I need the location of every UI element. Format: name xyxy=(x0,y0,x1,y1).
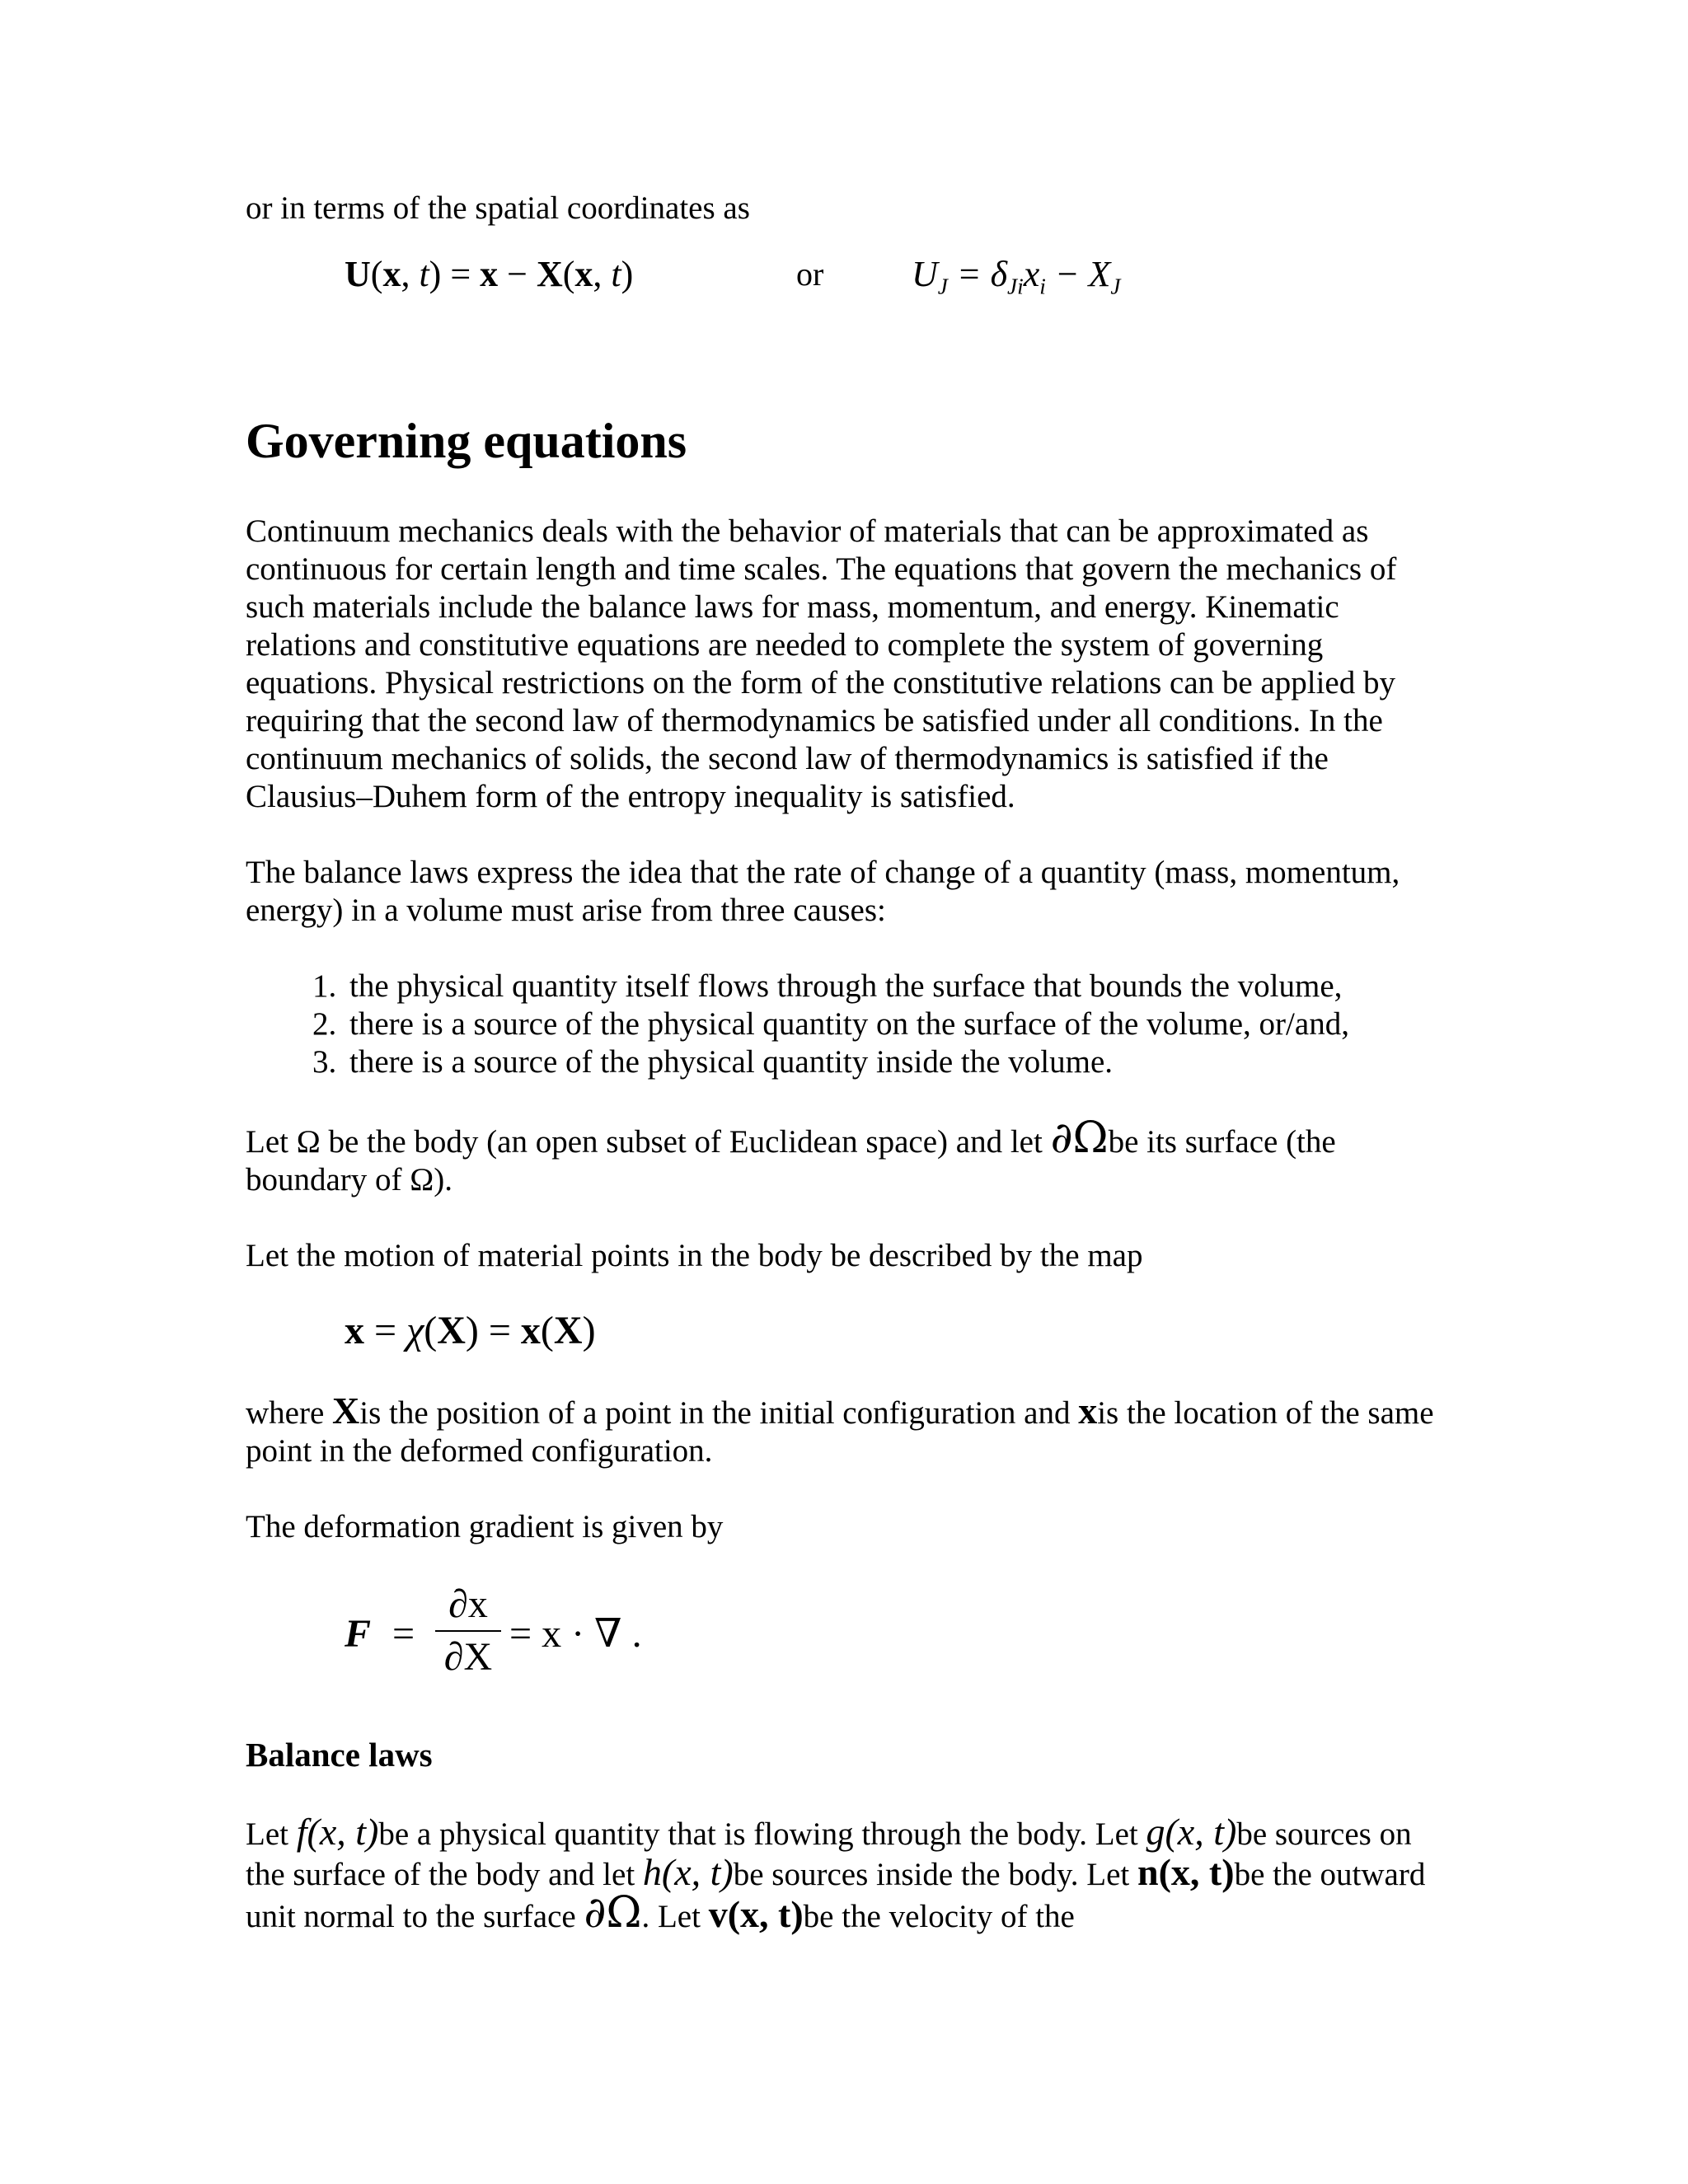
balance-text-part: be sources inside the body. Let xyxy=(733,1857,1138,1892)
balance-text-part: be the outward unit normal to the surface xyxy=(246,1857,1426,1934)
displacement-eq-lhs: U(x, t) = x − X(x, t) xyxy=(345,254,634,294)
displacement-eq-or: or xyxy=(796,255,824,293)
deformed-position-symbol: x xyxy=(1078,1390,1098,1432)
displacement-eq-rhs: $U_J = \delta_{Ji}x_i - X_J$ xyxy=(912,254,1121,299)
deformation-gradient-equation xyxy=(345,1579,1441,1703)
unit-normal-n: n(x, t) xyxy=(1137,1851,1235,1893)
motion-text: Let the motion of material points in the body be described by the map xyxy=(246,1238,1143,1273)
gradient-eq-numerator: ∂x xyxy=(435,1579,501,1632)
gradient-eq-denominator: ∂X xyxy=(443,1635,493,1679)
balance-text-part: . Let xyxy=(641,1899,709,1934)
gradient-eq-rest: = x · ∇ . xyxy=(509,1612,642,1656)
governing-paragraph-2: The balance laws express the idea that the rate of change of a quantity (mass, momentum, energy) in a volume must arise from three causes: xyxy=(246,855,1400,928)
causes-list xyxy=(246,968,1441,1081)
intro-text: or in terms of the spatial coordinates as xyxy=(246,190,750,226)
balance-text-part: be sources on the surface of the body and let xyxy=(246,1816,1412,1892)
body-text-part: be its surface (the boundary of Ω). xyxy=(246,1124,1336,1197)
balance-laws-text xyxy=(246,1813,1441,1936)
document-page xyxy=(246,190,1441,1936)
where-text-part: where xyxy=(246,1395,333,1431)
list-item: 1. the physical quantity itself flows through the surface that bounds the volume, xyxy=(345,968,1441,1005)
boundary-symbol: ∂Ω xyxy=(1050,1113,1109,1163)
balance-text-part: be the velocity of the xyxy=(803,1899,1075,1934)
initial-position-symbol: X xyxy=(332,1390,360,1432)
surface-source-g: g(x, t) xyxy=(1146,1811,1237,1853)
where-text xyxy=(246,1392,1441,1470)
where-text-part: is the location of the same point in the deformed configuration. xyxy=(246,1395,1434,1469)
governing-paragraph-1: Continuum mechanics deals with the behavior of materials that can be approximated as continuous for certain length and time scales. The equations that govern the mechanics of such materials include the balance laws for mass, momentum, and energy. Kinematic relations and constitutive equations are needed to complete the system of governing equations. Physical restrictions on the form of the constitutive relations can be applied by requiring that the second law of thermodynamics be satisfied under all conditions. In the continuum mechanics of solids, the second law of thermodynamics is satisfied if the Clausius–Duhem form of the entropy inequality is satisfied. xyxy=(246,513,1397,814)
gradient-eq-equals: = xyxy=(392,1612,415,1656)
displacement-equation xyxy=(246,246,1441,303)
section-heading-balance-laws: Balance laws xyxy=(246,1736,433,1774)
flux-quantity-f: f(x, t) xyxy=(296,1811,379,1853)
body-definition-text xyxy=(246,1113,1441,1199)
gradient-eq-fraction xyxy=(435,1579,501,1683)
balance-text-part: Let xyxy=(246,1816,297,1852)
list-item: 3. there is a source of the physical quantity inside the volume. xyxy=(345,1043,1441,1081)
gradient-text: The deformation gradient is given by xyxy=(246,1509,724,1544)
list-item: 2. there is a source of the physical quantity on the surface of the volume, or/and, xyxy=(345,1005,1441,1043)
body-text-part: Let Ω be the body (an open subset of Euclidean space) and let xyxy=(246,1124,1051,1160)
gradient-eq-F: F xyxy=(345,1612,372,1656)
where-text-part: is the position of a point in the initial configuration and xyxy=(359,1395,1079,1431)
body-source-h: h(x, t) xyxy=(642,1851,734,1893)
section-heading-governing: Governing equations xyxy=(246,414,687,468)
balance-text-part: be a physical quantity that is flowing through the body. Let xyxy=(378,1816,1146,1852)
motion-map-equation: x = χ(X) = x(X) xyxy=(345,1309,596,1352)
boundary-symbol: ∂Ω xyxy=(584,1888,642,1938)
velocity-v: v(x, t) xyxy=(708,1893,804,1935)
